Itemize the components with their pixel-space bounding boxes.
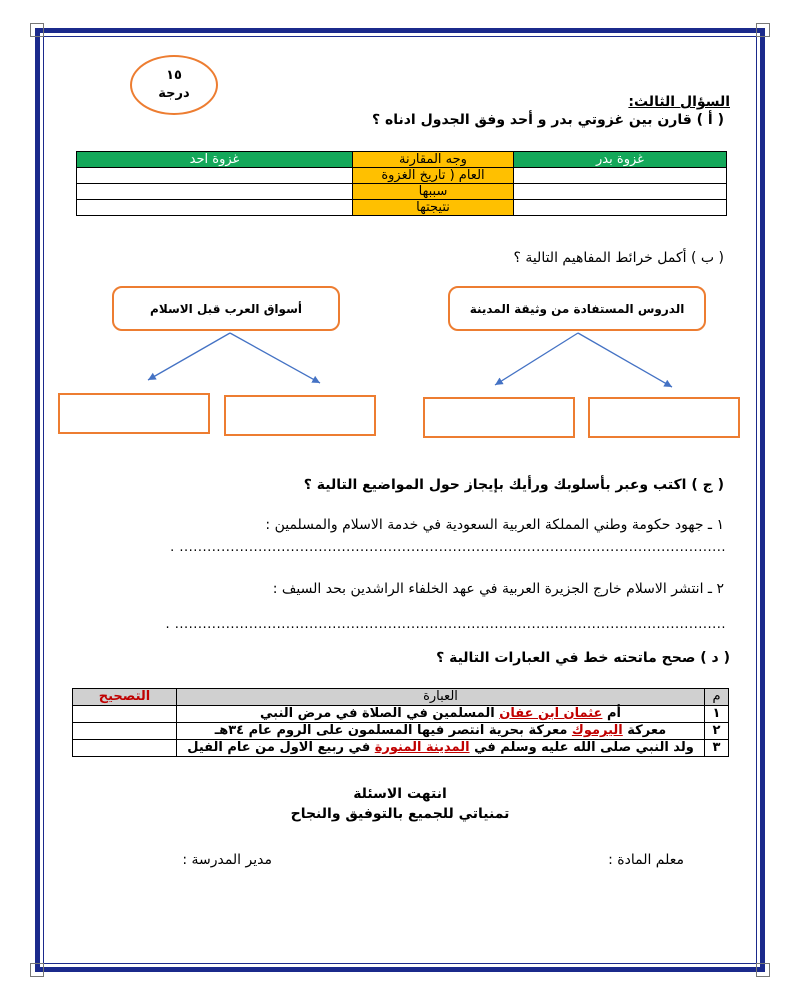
statement-cell xyxy=(177,740,705,757)
part-d-question: ( د ) صحح ماتحته خط في العبارات التالية ؟ xyxy=(436,650,730,666)
closing-line-1: انتهت الاسئلة xyxy=(353,786,447,802)
row-number: ١ xyxy=(705,706,729,723)
row-number: ٢ xyxy=(705,723,729,740)
header-statement: العبارة xyxy=(177,689,705,706)
section-title: السؤال الثالث: xyxy=(628,94,730,110)
concept-label: الدروس المستفادة من وثيقة المدينة xyxy=(469,301,685,316)
arrow-left xyxy=(148,333,230,380)
concept-answer-box[interactable] xyxy=(224,395,376,436)
statement-text: في ربيع الاول من عام الفيل xyxy=(187,740,375,755)
arrow-left xyxy=(495,333,578,385)
statement-text: أم xyxy=(602,706,621,721)
statement-text: معركة xyxy=(622,723,667,738)
concept-answer-box[interactable] xyxy=(58,393,210,434)
underlined-term: المدينة المنورة xyxy=(374,740,470,755)
aspect-label: نتيجتها xyxy=(353,200,514,216)
part-a-question: ( أ ) قارن بين غزوتي بدر و أحد وفق الجدول ادناه ؟ xyxy=(371,112,724,128)
answer-line-1[interactable]: ...................................................................................................................... . xyxy=(170,540,726,555)
score-unit: درجة xyxy=(158,86,190,101)
statement-text: معركة بحرية انتصر فيها المسلمون على الروم عام ٣٤هـ xyxy=(214,723,572,738)
underlined-term: عثمان ابن عفان xyxy=(499,706,603,721)
header-badr: غزوة بدر xyxy=(514,152,727,168)
statement-text: المسلمين في الصلاة في مرض النبي xyxy=(260,706,500,721)
essay-prompt-1: ١ ـ جهود حكومة وطني المملكة العربية السعودية في خدمة الاسلام والمسلمين : xyxy=(265,517,724,533)
principal-signature: مدير المدرسة : xyxy=(182,852,272,868)
correction-cell[interactable] xyxy=(73,723,177,740)
aspect-label: سببها xyxy=(353,184,514,200)
teacher-signature: معلم المادة : xyxy=(608,852,684,868)
table-row xyxy=(73,723,729,740)
correction-cell[interactable] xyxy=(73,740,177,757)
underlined-term: اليرموك xyxy=(571,723,623,738)
essay-prompt-2: ٢ ـ انتشر الاسلام خارج الجزيرة العربية في عهد الخلفاء الراشدين بحد السيف : xyxy=(272,581,724,597)
answer-line-2[interactable]: ....................................................................................................................... . xyxy=(165,617,726,632)
arrow-right xyxy=(230,333,320,383)
concept-arrows xyxy=(0,0,800,460)
table-row xyxy=(73,740,729,757)
statement-text: ولد النبي صلى الله عليه وسلم في xyxy=(469,740,694,755)
corner-mark xyxy=(30,963,44,977)
table-header-row xyxy=(73,689,729,706)
part-b-question: ( ب ) أكمل خرائط المفاهيم التالية ؟ xyxy=(513,250,724,266)
closing-line-2: تمنياتي للجميع بالتوفيق والنجاح xyxy=(290,806,510,822)
corner-mark xyxy=(756,963,770,977)
concept-label: أسواق العرب قبل الاسلام xyxy=(150,301,302,316)
header-aspect: وجه المقارنة xyxy=(353,152,514,168)
row-number: ٣ xyxy=(705,740,729,757)
correction-cell[interactable] xyxy=(73,706,177,723)
part-c-question: ( ج ) اكتب وعبر بأسلوبك ورأيك بإيجاز حول المواضيع التالية ؟ xyxy=(303,477,724,493)
arrow-right xyxy=(578,333,672,387)
header-correction: التصحيح xyxy=(73,689,177,706)
correction-table xyxy=(72,688,729,757)
statement-cell xyxy=(177,706,705,723)
header-uhud: غزوة احد xyxy=(77,152,353,168)
table-row xyxy=(73,706,729,723)
concept-answer-box[interactable] xyxy=(423,397,575,438)
header-num: م xyxy=(705,689,729,706)
aspect-label: العام ( تاريخ الغزوة xyxy=(353,168,514,184)
concept-answer-box[interactable] xyxy=(588,397,740,438)
score-value: ١٥ xyxy=(166,68,182,83)
statement-cell xyxy=(177,723,705,740)
